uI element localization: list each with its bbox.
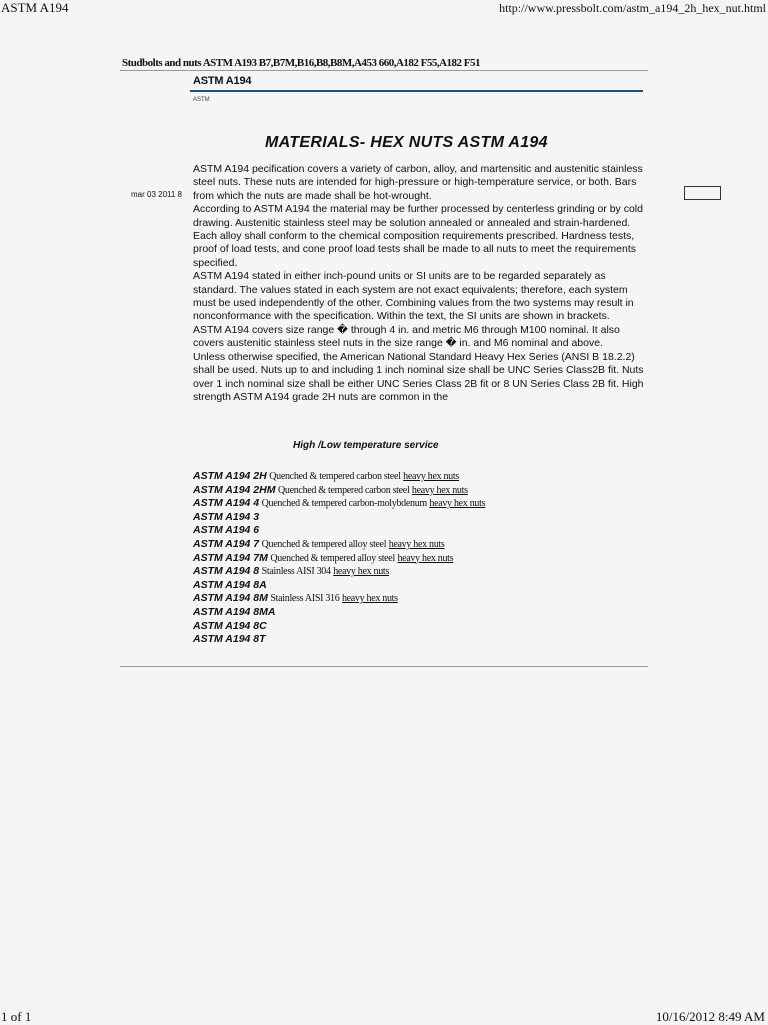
body-paragraph: According to ASTM A194 the material may be further processed by centerless grinding or by cold drawing. Austenitic stainless steel may be solution annealed or annealed and strain-hardened. Each alloy shall conform to the chemical composition requirements prescribed. Hardness tests, proof of load tests, and cone proof load tests shall be made to all nuts to meet the requirements specified. [193,203,643,269]
print-footer-datetime: 10/16/2012 8:49 AM [655,1009,765,1024]
heavy-hex-nuts-link[interactable]: heavy hex nuts [397,552,454,564]
heavy-hex-nuts-link[interactable]: heavy hex nuts [341,593,398,605]
grade-description: Quenched & tempered carbon-molybdenum [261,498,427,510]
title-underline [190,90,643,92]
grade-item [193,552,485,566]
grade-description: Quenched & tempered carbon steel [269,471,401,482]
grade-item [193,620,485,634]
service-heading: High /Low temperature service [293,440,439,451]
grade-code: ASTM A194 8T [193,633,266,646]
grade-code: ASTM A194 2H [193,470,267,482]
grade-description: Quenched & tempered carbon steel [277,484,410,496]
grade-item [193,579,485,593]
article-body [193,163,645,430]
grade-item [193,606,485,620]
grade-code: ASTM A194 8 [193,565,260,578]
grade-item [193,470,485,484]
heavy-hex-nuts-link[interactable]: heavy hex nuts [429,498,486,510]
heavy-hex-nuts-link[interactable]: heavy hex nuts [333,566,389,578]
site-header[interactable]: Studbolts and nuts ASTM A193 B7,B7M,B16,B8,B8M,A453 660,A182 F55,A182 F51 [122,57,481,69]
print-header-title: ASTM A194 [1,0,69,15]
body-paragraph: ASTM A194 covers size range � through 4 in. and metric M6 through M100 nominal. It also covers austenitic stainless steel nuts in the size range � in. and M6 nominal and above. [193,323,620,350]
grade-code: ASTM A194 8C [193,619,267,632]
heavy-hex-nuts-link[interactable]: heavy hex nuts [411,484,468,496]
article-title[interactable]: ASTM A194 [193,75,252,87]
grade-description: Quenched & tempered alloy steel [261,538,387,550]
grade-code: ASTM A194 8A [193,578,267,591]
article-date: mar 03 2011 8 [131,190,182,199]
page-heading: MATERIALS- HEX NUTS ASTM A194 [265,134,548,151]
grade-item [193,592,485,606]
heavy-hex-nuts-link[interactable]: heavy hex nuts [388,538,445,550]
grade-code: ASTM A194 3 [193,510,260,523]
grade-code: ASTM A194 2HM [193,483,276,496]
print-header-url: http://www.pressbolt.com/astm_a194_2h_hex_nut.html [499,1,766,15]
grade-code: ASTM A194 7M [193,551,268,564]
grade-code: ASTM A194 6 [193,524,260,537]
grade-code: ASTM A194 8M [193,592,268,605]
body-paragraph: Unless otherwise specified, the American National Standard Heavy Hex Series (ANSI B 18.2.2) shall be used. Nuts up to and including 1 inch nominal size shall be UNC Series Class2B fit. Nuts over 1 inch nominal size shall be either UNC Series Class 2B fit or 8 UN Series Class 2B fit. High strength ASTM A194 grade 2H nuts are common in the [193,350,644,403]
grade-item [193,497,485,511]
footer-divider [120,666,648,667]
header-divider [120,70,648,71]
grade-item [193,565,485,579]
article-category[interactable]: ASTM [193,97,210,103]
print-footer-page: 1 of 1 [1,1009,32,1024]
grade-item [193,633,485,647]
grade-list [193,470,485,647]
grade-description: Stainless AISI 304 [261,566,331,578]
body-paragraph: ASTM A194 pecification covers a variety of carbon, alloy, and martensitic and austenitic stainless steel nuts. These nuts are intended for high-pressure or high-temperature service, or both. Bars from which the nuts are made shall be hot-wrought. [193,163,643,202]
side-widget-box [684,186,721,200]
grade-item [193,484,485,498]
grade-code: ASTM A194 7 [193,537,260,550]
grade-item [193,524,485,538]
grade-item [193,538,485,552]
grade-code: ASTM A194 8MA [193,605,276,618]
heavy-hex-nuts-link[interactable]: heavy hex nuts [403,471,459,482]
grade-description: Stainless AISI 316 [270,593,340,605]
grade-description: Quenched & tempered alloy steel [270,552,395,564]
body-paragraph: ASTM A194 stated in either inch-pound units or SI units are to be regarded separately as standard. The values stated in each system are not exact equivalents; therefore, each system must be used independently of the other. Combining values from the two systems may result in nonconformance with the specification. Within the text, the SI units are shown in brackets. [193,270,634,323]
grade-item [193,511,485,525]
grade-code: ASTM A194 4 [193,497,260,510]
